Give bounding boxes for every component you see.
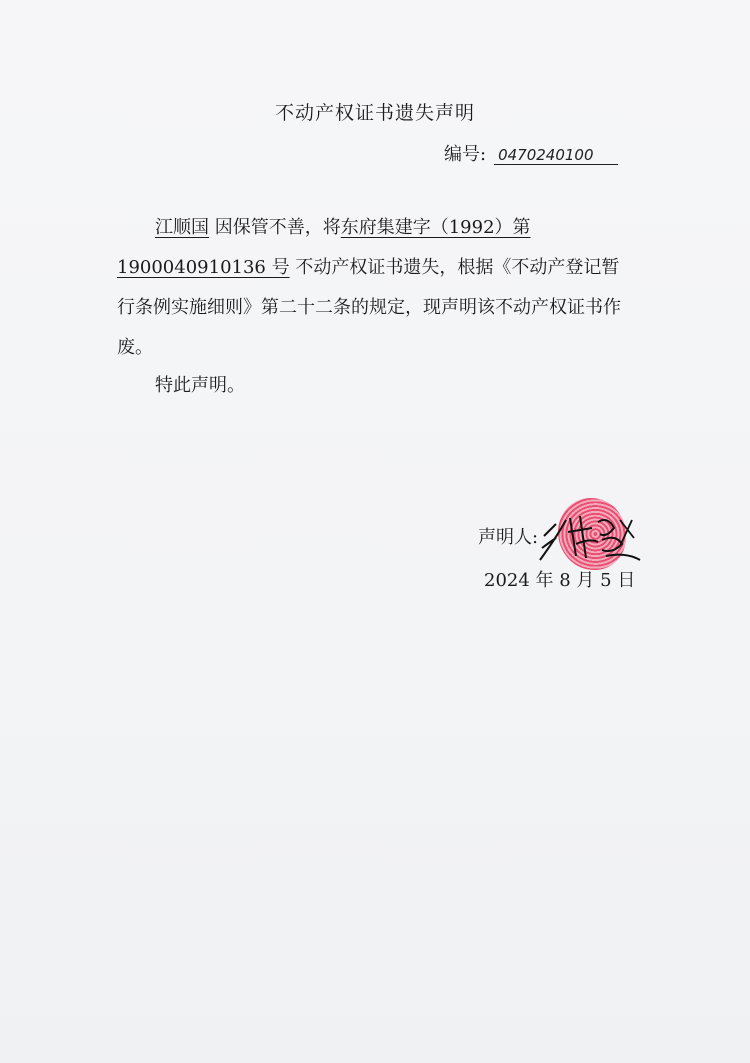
document-number [444, 140, 618, 166]
declarant-label: 声明人: [478, 527, 539, 548]
page-title: 不动产权证书遗失声明 [274, 102, 475, 124]
declarant-name: 江顺国 [155, 217, 209, 238]
number-value: 0470240100 [494, 146, 618, 165]
number-label: 编号: [444, 144, 487, 165]
handwritten-signature [536, 498, 651, 568]
closing-statement: 特此声明。 [155, 375, 245, 396]
certificate-ref-2: 1900040910136 号 [117, 257, 290, 278]
para-text-b: 不动产权证书遗失，根据《不动产登记暂行条例实施细则》第二十二条的规定，现声明该不动产权证书作废。 [117, 257, 621, 358]
certificate-ref-1: 东府集建字（1992）第 [340, 217, 531, 238]
declaration-date: 2024 年 8 月 5 日 [484, 570, 636, 591]
declaration-paragraph [117, 208, 637, 368]
para-text-a: 因保管不善，将 [214, 217, 341, 238]
